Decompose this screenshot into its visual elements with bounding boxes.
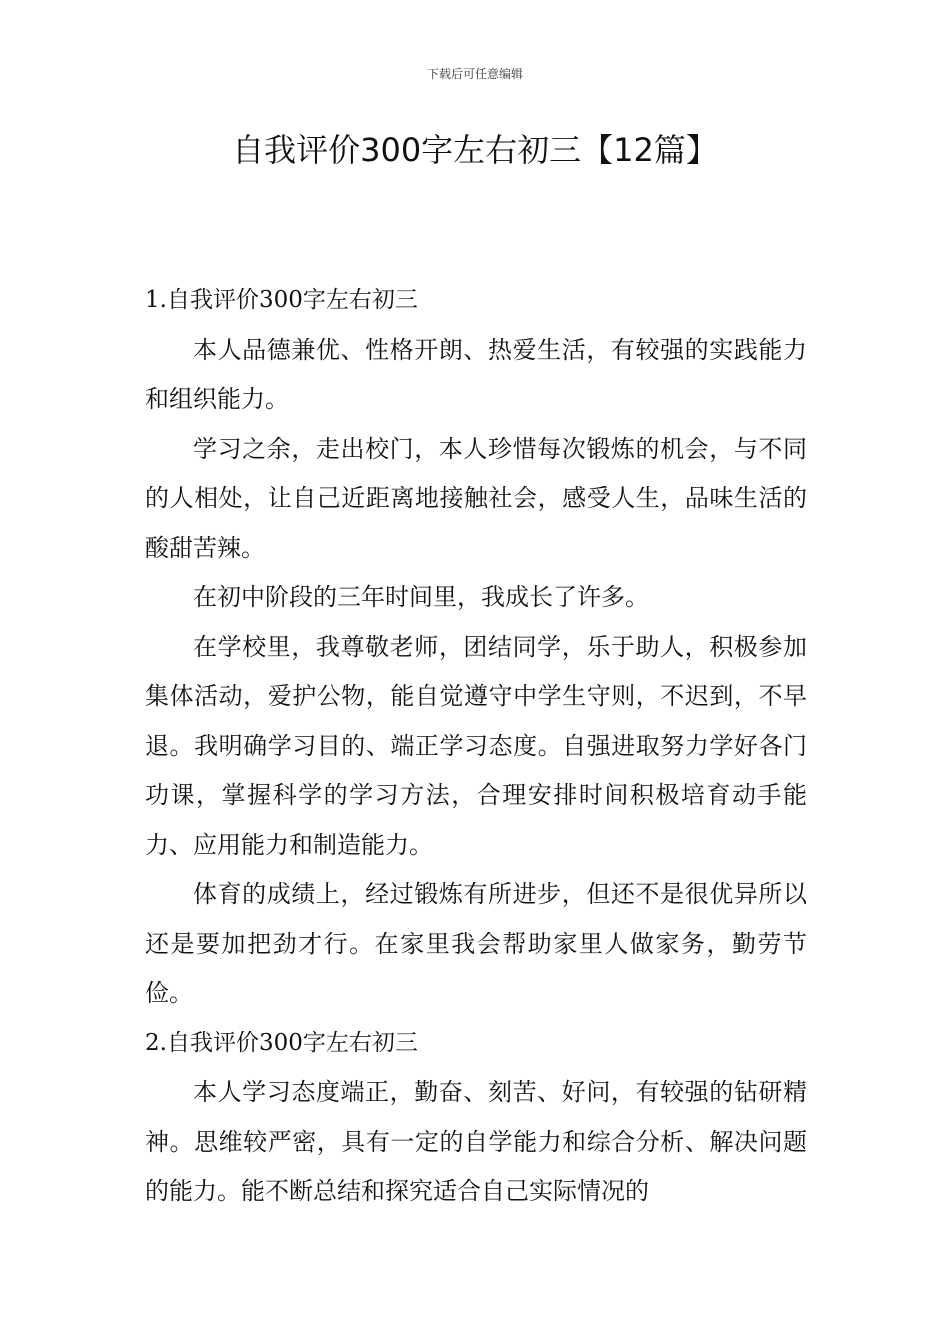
paragraph: 在初中阶段的三年时间里，我成长了许多。 [193,583,649,611]
section-heading: 2.自我评价300字左右初三 [145,1029,418,1056]
section-heading: 1.自我评价300字左右初三 [145,287,418,313]
document-body [145,276,807,1217]
paragraph: 体育的成绩上，经过锻炼有所进步，但还不是很优异所以还是要加把劲才行。在家里我会帮助家里人做家务，勤劳节俭。 [145,880,807,1007]
paragraph: 本人品德兼优、性格开朗、热爱生活，有较强的实践能力和组织能力。 [145,335,807,413]
document-title: 自我评价300字左右初三【12篇】 [232,131,718,169]
header-note: 下载后可任意编辑 [426,67,523,81]
paragraph: 在学校里，我尊敬老师，团结同学，乐于助人，积极参加集体活动，爱护公物，能自觉遵守中学生守则，不迟到，不早退。我明确学习目的、端正学习态度。自强进取努力学好各门功课，掌握科学的学习方法，合理安排时间积极培育动手能力、应用能力和制造能力。 [145,632,807,859]
paragraph: 学习之余，走出校门，本人珍惜每次锻炼的机会，与不同的人相处，让自己近距离地接触社会，感受人生，品味生活的酸甜苦辣。 [145,434,807,562]
paragraph: 本人学习态度端正，勤奋、刻苦、好问，有较强的钻研精神。思维较严密，具有一定的自学能力和综合分析、解决问题的能力。能不断总结和探究适合自己实际情况的 [145,1078,807,1205]
